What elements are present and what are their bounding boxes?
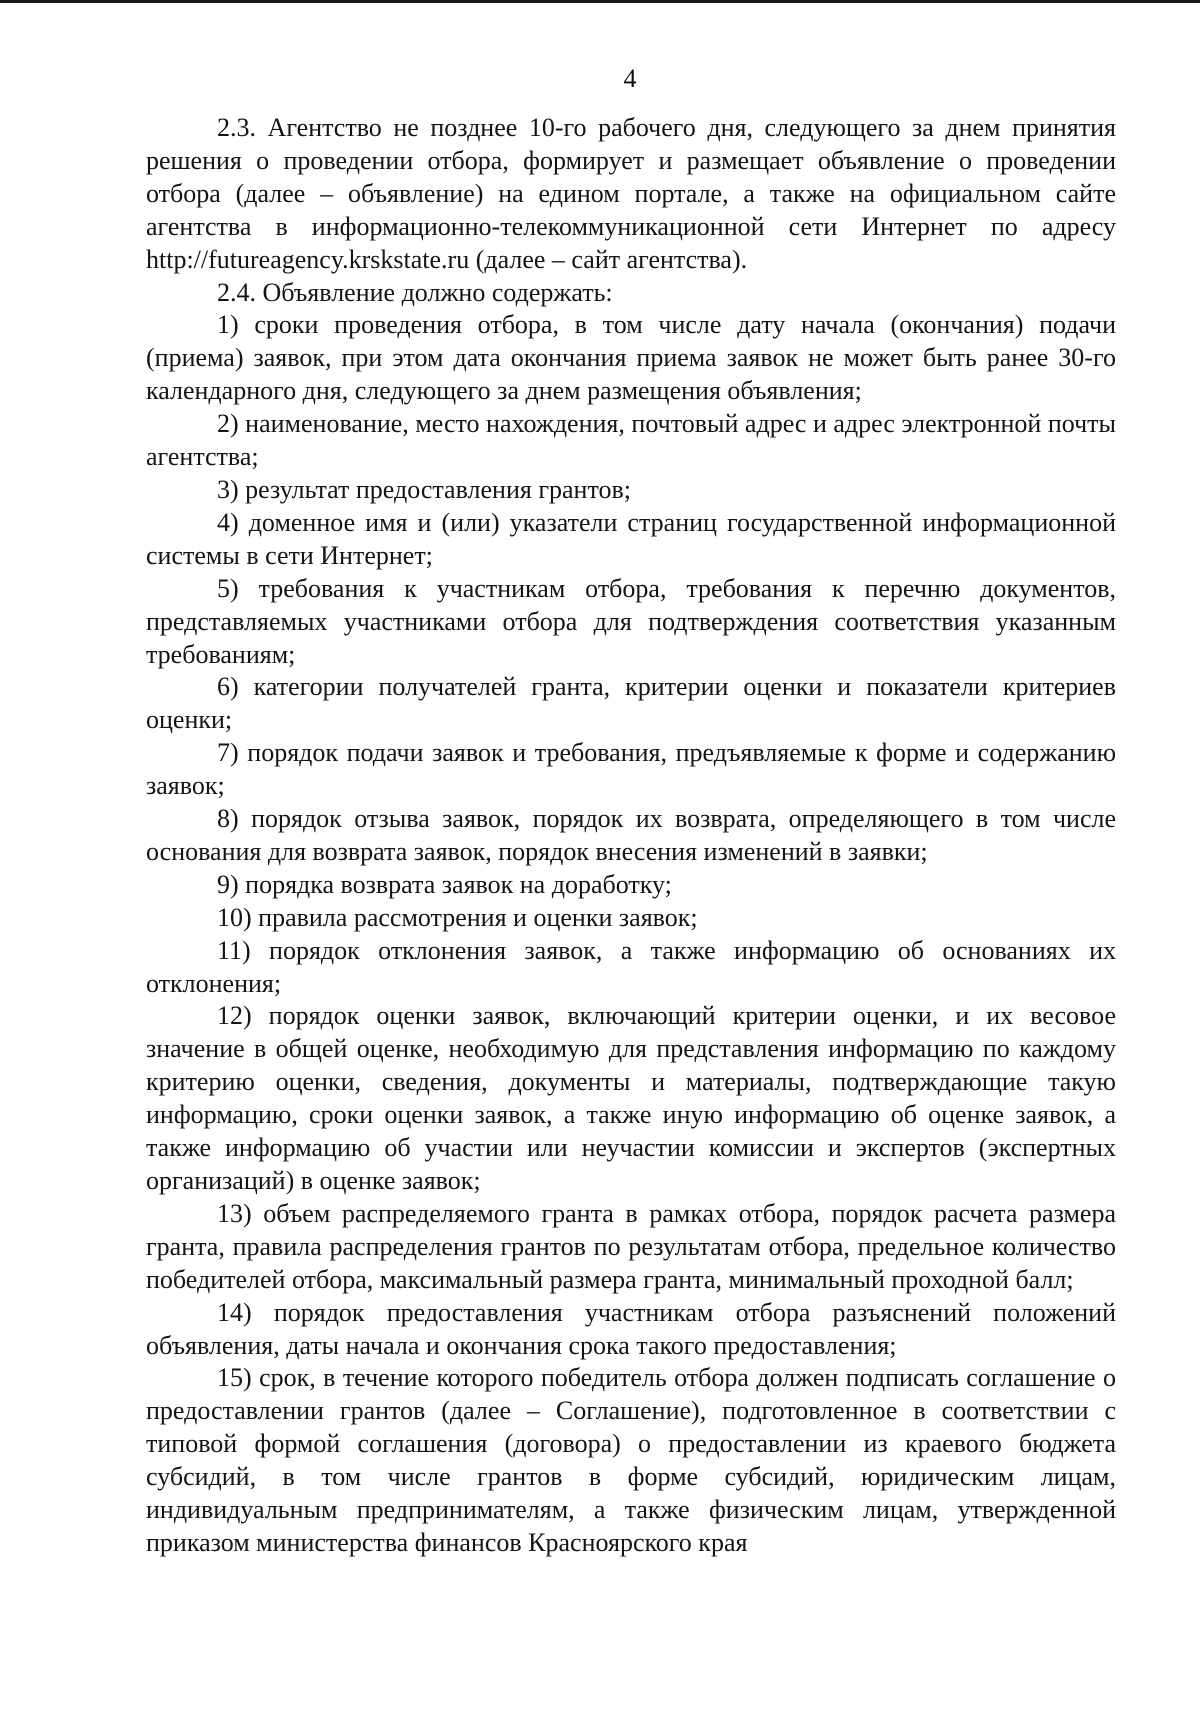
list-item-9: 9) порядка возврата заявок на доработку; (217, 869, 672, 899)
paragraph-2-3: 2.3. Агентство не позднее 10-го рабочего дня, следующего за днем принятия решения о проведении отбора, формирует и размещает объявление о проведении отбора (далее – объявление) на едином портале, а также на официальном сайте агентства в информационно-телекоммуникационной сети Интернет по адресу http://futureagency.krskstate.ru (далее – сайт агентства). (146, 113, 1116, 274)
list-item-1: 1) сроки проведения отбора, в том числе дату начала (окончания) подачи (приема) заявок, при этом дата окончания приема заявок не может быть ранее 30-го календарного дня, следующего за днем размещения объявления; (146, 310, 1116, 406)
paragraph-2-4: 2.4. Объявление должно содержать: (217, 277, 613, 307)
list-item-4: 4) доменное имя и (или) указатели страниц государственной информационной системы в сети Интернет; (146, 507, 1116, 570)
list-item-2: 2) наименование, место нахождения, почтовый адрес и адрес электронной почты агентства; (146, 409, 1116, 472)
list-item-8: 8) порядок отзыва заявок, порядок их возврата, определяющего в том числе основания для возврата заявок, порядок внесения изменений в заявки; (146, 804, 1116, 866)
list-item-15: 15) срок, в течение которого победитель отбора должен подписать соглашение о предоставлении грантов (далее – Соглашение), подготовленное в соответствии с типовой формой соглашения (договора) о предоставлении из краевого бюджета субсидий, в том числе грантов в форме субсидий, юридическим лицам, индивидуальным предпринимателям, а также физическим лицам, утвержденной приказом министерства финансов Красноярского края (146, 1363, 1116, 1557)
list-item-11: 11) порядок отклонения заявок, а также информацию об основаниях их отклонения; (146, 935, 1116, 998)
list-item-7: 7) порядок подачи заявок и требования, предъявляемые к форме и содержанию заявок; (146, 738, 1116, 801)
list-item-10: 10) правила рассмотрения и оценки заявок; (217, 902, 698, 932)
page-top-border (0, 0, 1200, 3)
list-item-14: 14) порядок предоставления участникам отбора разъяснений положений объявления, даты начала и окончания срока такого предоставления; (146, 1297, 1116, 1360)
list-item-12: 12) порядок оценки заявок, включающий критерии оценки, и их весовое значение в общей оценке, необходимую для представления информацию по каждому критерию оценки, сведения, документы и материалы, подтверждающие такую информацию, сроки оценки заявок, а также иную информацию об оценке заявок, а также информацию об участии или неучастии комиссии и экспертов (экспертных организаций) в оценке заявок; (146, 1001, 1116, 1195)
list-item-5: 5) требования к участникам отбора, требования к перечню документов, представляемых участниками отбора для подтверждения соответствия указанным требованиям; (146, 573, 1116, 669)
document-body (146, 112, 1116, 1560)
page-number: 4 (623, 64, 637, 93)
list-item-13: 13) объем распределяемого гранта в рамках отбора, порядок расчета размера гранта, правила распределения грантов по результатам отбора, предельное количество победителей отбора, максимальный размера гранта, минимальный проходной балл; (146, 1198, 1116, 1294)
list-item-3: 3) результат предоставления грантов; (217, 474, 631, 504)
list-item-6: 6) категории получателей гранта, критерии оценки и показатели критериев оценки; (146, 672, 1116, 735)
